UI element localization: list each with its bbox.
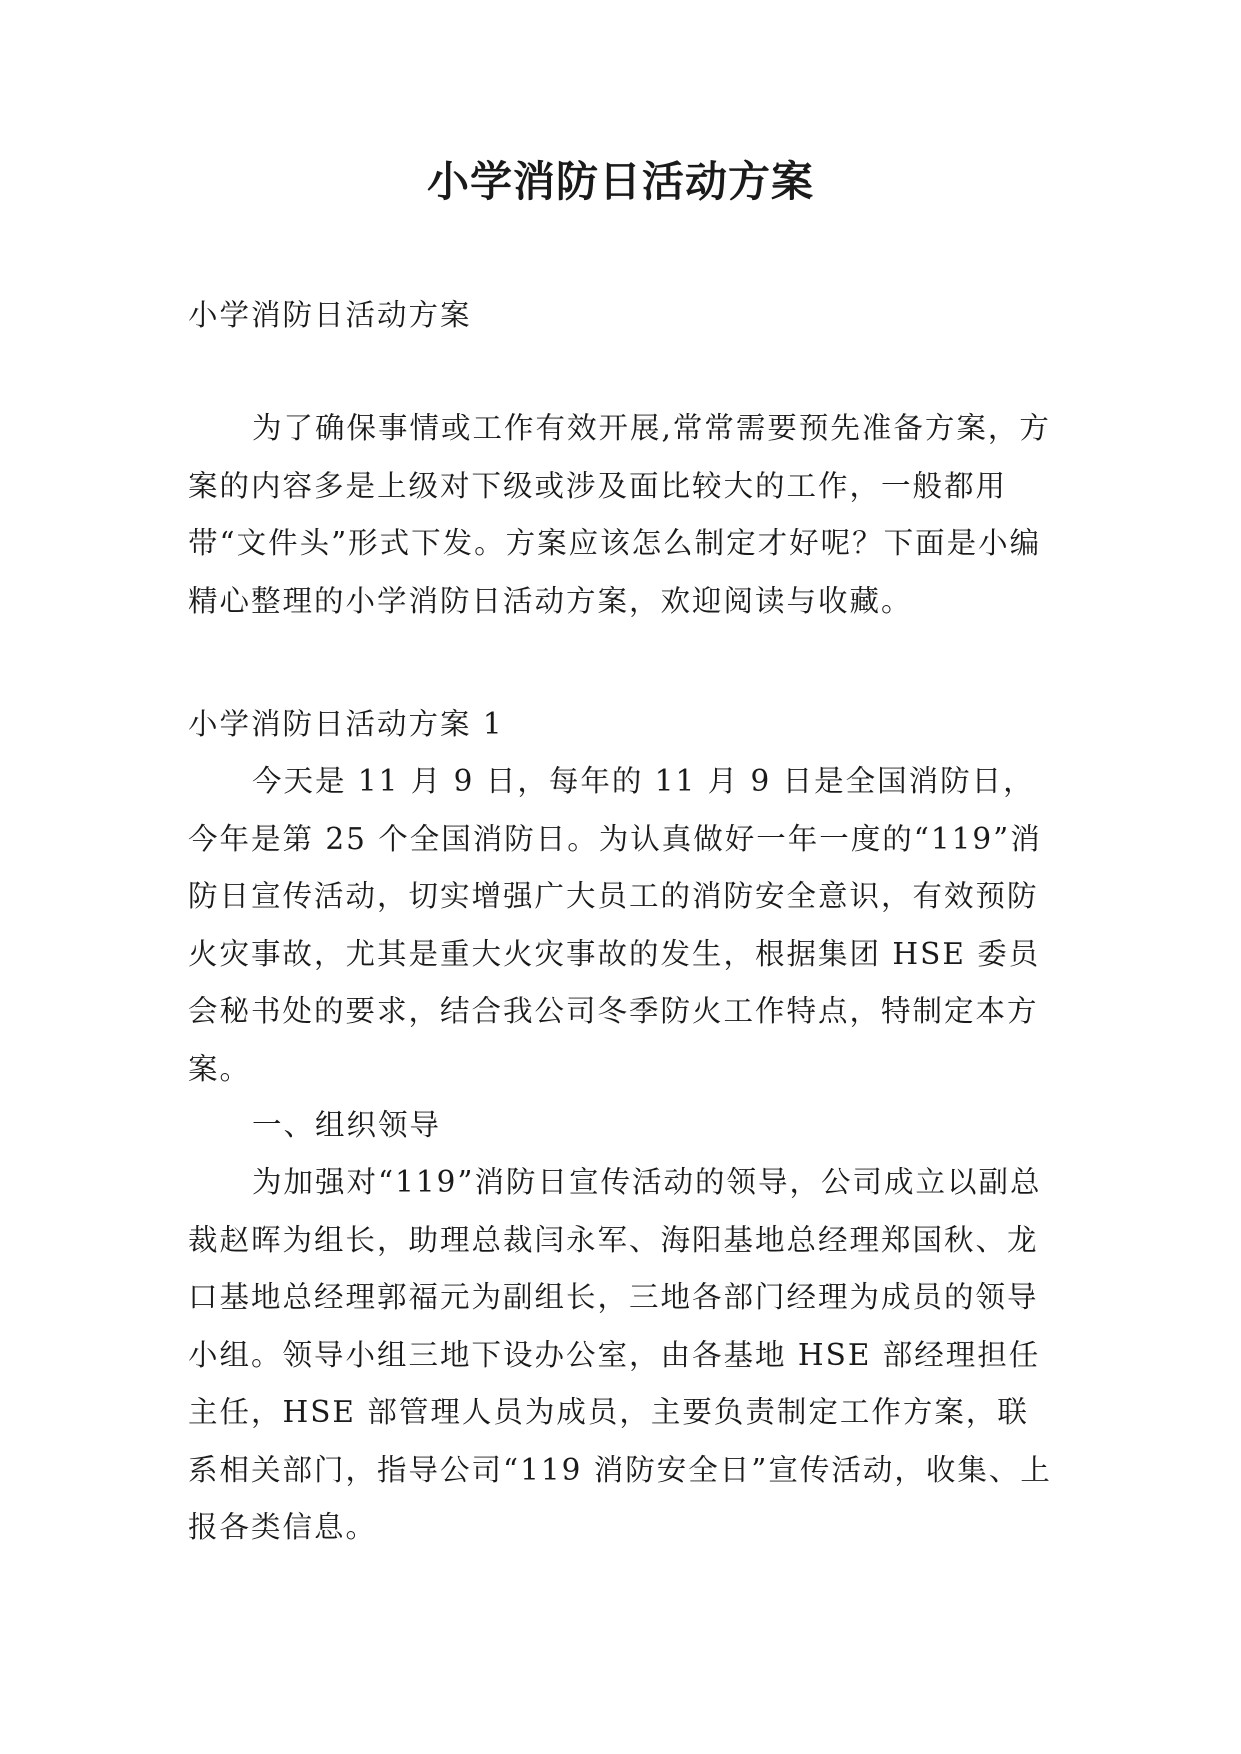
section-1-paragraph-2: 为加强对“119”消防日宣传活动的领导，公司成立以副总裁赵晖为组长，助理总裁闫永军、海阳基地总经理郑国秋、龙口基地总经理郭福元为副组长，三地各部门经理为成员的领导小组。领导小组三地下设办公室，由各基地 HSE 部经理担任主任，HSE 部管理人员为成员，主要负责制定工作方案，联系相关部门，指导公司“119 消防安全日”宣传活动，收集、上报各类信息。	[188, 1165, 1052, 1544]
document-subtitle: 小学消防日活动方案	[188, 298, 472, 332]
document-title: 小学消防日活动方案	[426, 157, 814, 206]
intro-paragraph: 为了确保事情或工作有效开展,常常需要预先准备方案，方案的内容多是上级对下级或涉及面比较大的工作，一般都用带“文件头”形式下发。方案应该怎么制定才好呢？下面是小编精心整理的小学消防日活动方案，欢迎阅读与收藏。	[188, 411, 1051, 618]
section-1-heading-organization: 一、组织领导	[252, 1108, 442, 1142]
section-1-title: 小学消防日活动方案 1	[188, 707, 504, 741]
section-1-paragraph-1: 今天是 11 月 9 日，每年的 11 月 9 日是全国消防日，今年是第 25 个全国消防日。为认真做好一年一度的“119”消防日宣传活动，切实增强广大员工的消防安全意识，有效预防火灾事故，尤其是重大火灾事故的发生，根据集团 HSE 委员会秘书处的要求，结合我公司冬季防火工作特点，特制定本方案。	[188, 764, 1042, 1086]
